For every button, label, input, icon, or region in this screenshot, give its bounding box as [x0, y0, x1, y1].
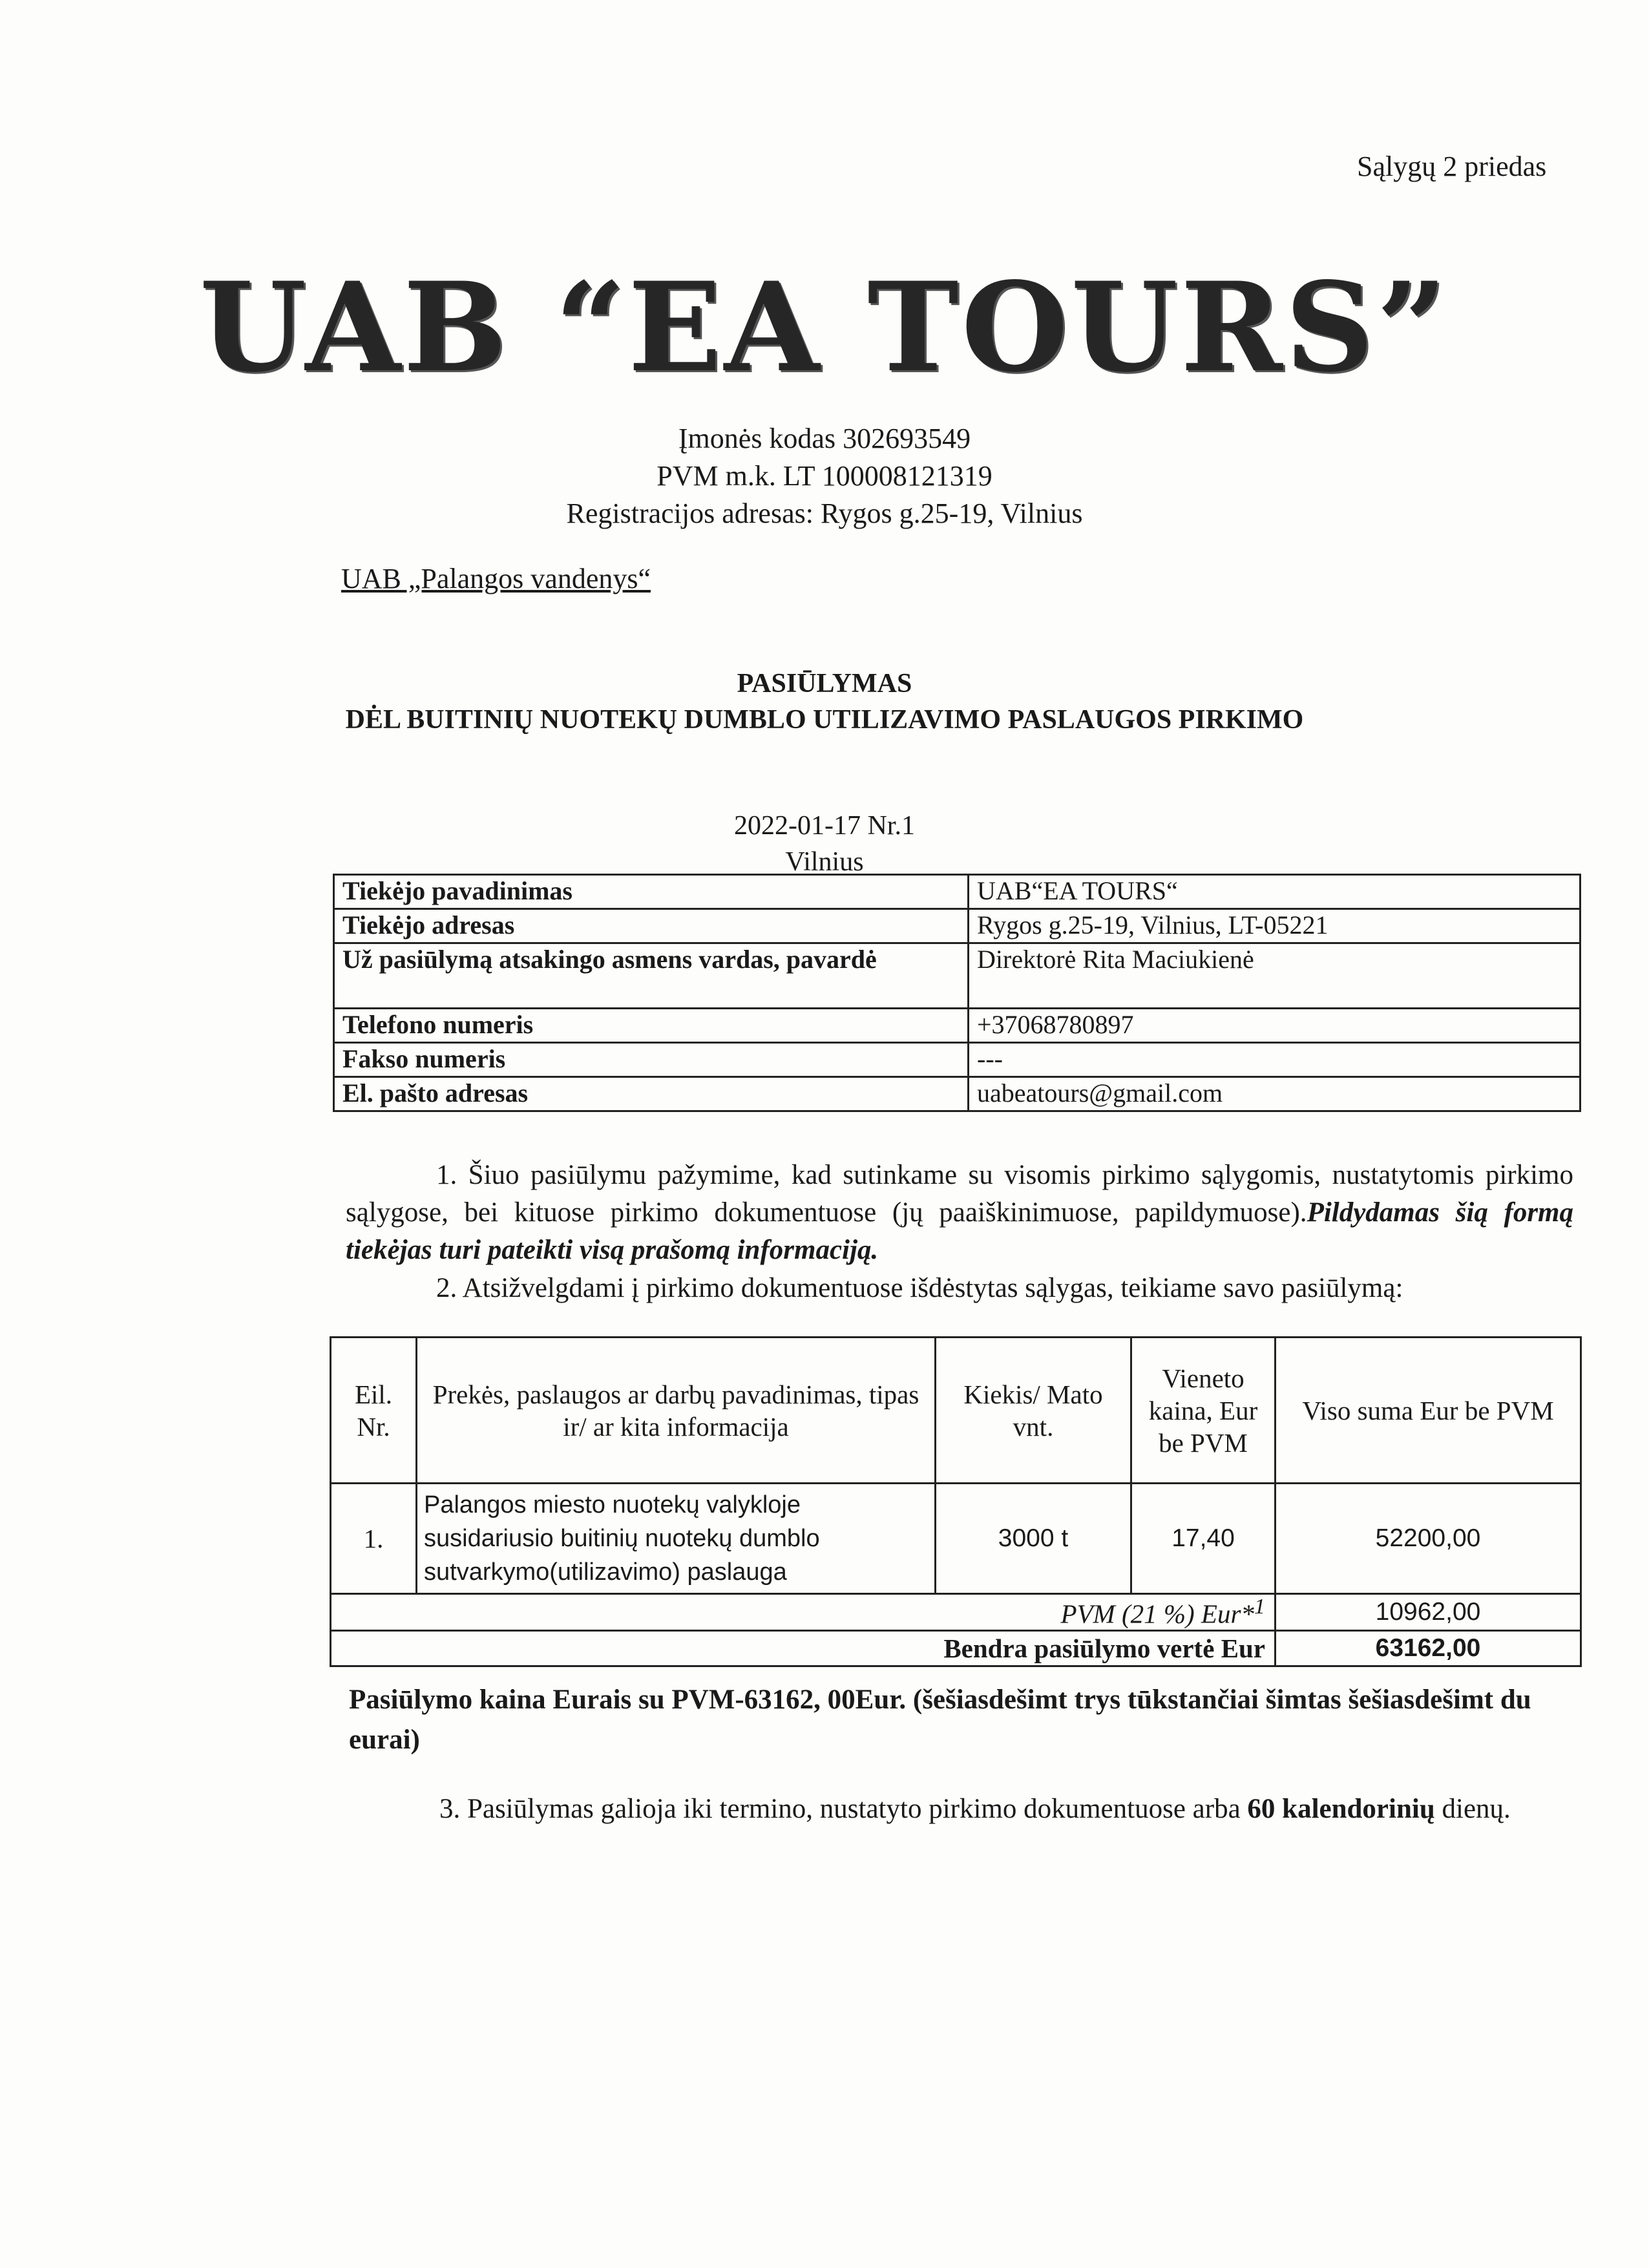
row-unit-price: 17,40 [1131, 1484, 1276, 1594]
document-title [0, 666, 1649, 738]
supplier-label: El. pašto adresas [334, 1077, 969, 1111]
vat-row [331, 1594, 1581, 1631]
row-no: 1. [331, 1484, 417, 1594]
paragraph-agreement-emphasis: Pildydamas šią formą tiekėjas turi pateikti visą prašomą informaciją. [346, 1197, 1574, 1265]
vat-value: 10962,00 [1276, 1594, 1581, 1631]
supplier-value: UAB“EA TOURS“ [969, 875, 1581, 909]
column-header-qty: Kiekis/ Mato vnt. [936, 1338, 1131, 1484]
column-header-unit-price: Vieneto kaina, Eur be PVM [1131, 1338, 1276, 1484]
row-item-name: Palangos miesto nuotekų valykloje susidariusio buitinių nuotekų dumblo sutvarkymo(utilizavimo) paslauga [417, 1484, 936, 1594]
supplier-label: Fakso numeris [334, 1043, 969, 1077]
supplier-value: uabeatours@gmail.com [969, 1077, 1581, 1111]
offer-table-header-row [331, 1338, 1581, 1484]
supplier-label: Tiekėjo adresas [334, 909, 969, 943]
title-line-2: DĖL BUITINIŲ NUOTEKŲ DUMBLO UTILIZAVIMO PASLAUGOS PIRKIMO [345, 705, 1304, 735]
grand-total-row [331, 1630, 1581, 1666]
column-header-name: Prekės, paslaugos ar darbų pavadinimas, tipas ir/ ar kita informacija [417, 1338, 936, 1484]
row-qty: 3000 t [936, 1484, 1131, 1594]
supplier-value: +37068780897 [969, 1009, 1581, 1043]
paragraph-offer-intro [346, 1270, 1573, 1307]
vat-footnote-mark: 1 [1254, 1595, 1265, 1619]
company-details [0, 420, 1649, 532]
paragraph-offer-intro-text: 2. Atsižvelgdami į pirkimo dokumentuose išdėstytas sąlygas, teikiame savo pasiūlymą: [436, 1273, 1403, 1303]
table-row [334, 943, 1581, 1009]
table-row [334, 1043, 1581, 1077]
paragraph-agreement-text: 1. Šiuo pasiūlymu pažymime, kad sutinkame su visomis pirkimo sąlygomis, nustatytomis pirkimo sąlygose, bei kituose pirkimo dokumentuose (jų paaiškinimuose, papildymuose). [346, 1160, 1573, 1228]
paragraph-agreement [346, 1157, 1573, 1269]
offer-table [330, 1336, 1582, 1667]
validity-days: 60 kalendorinių [1247, 1794, 1435, 1824]
table-row [331, 1484, 1581, 1594]
grand-total-label: Bendra pasiūlymo vertė Eur [331, 1630, 1276, 1666]
recipient: UAB „Palangos vandenys“ [341, 563, 651, 594]
supplier-label: Telefono numeris [334, 1009, 969, 1043]
supplier-info-table [333, 874, 1581, 1112]
company-logo: UAB “EA TOURS” [199, 255, 1450, 399]
table-row [334, 1009, 1581, 1043]
supplier-value: Rygos g.25-19, Vilnius, LT-05221 [969, 909, 1581, 943]
document-date-number: 2022-01-17 Nr.1 [734, 811, 915, 841]
validity-paragraph [349, 1790, 1577, 1829]
vat-code: PVM m.k. LT 100008121319 [656, 460, 993, 492]
row-total: 52200,00 [1276, 1484, 1581, 1594]
annex-label: Sąlygų 2 priedas [1357, 151, 1547, 182]
validity-text: 3. Pasiūlymas galioja iki termino, nustatyto pirkimo dokumentuose arba [439, 1794, 1241, 1824]
column-header-no: Eil. Nr. [331, 1338, 417, 1484]
column-header-total: Viso suma Eur be PVM [1276, 1338, 1581, 1484]
supplier-label: Už pasiūlymą atsakingo asmens vardas, pavardė [334, 943, 969, 1009]
supplier-value: Direktorė Rita Maciukienė [969, 943, 1581, 1009]
document-place: Vilnius [785, 847, 864, 877]
date-and-place [0, 808, 1649, 880]
validity-text-end: dienų. [1442, 1794, 1511, 1824]
supplier-label: Tiekėjo pavadinimas [334, 875, 969, 909]
title-line-1: PASIŪLYMAS [737, 669, 912, 698]
registration-address: Registracijos adresas: Rygos g.25-19, Vilnius [566, 498, 1083, 529]
company-code: Įmonės kodas 302693549 [678, 423, 971, 454]
table-row [334, 909, 1581, 943]
table-row [334, 875, 1581, 909]
grand-total-value: 63162,00 [1276, 1630, 1581, 1666]
vat-label [331, 1594, 1276, 1631]
supplier-value: --- [969, 1043, 1581, 1077]
price-in-words: Pasiūlymo kaina Eurais su PVM-63162, 00Eur. (šešiasdešimt trys tūkstančiai šimtas šešiasdešimt du eurai) [349, 1685, 1531, 1755]
table-row [334, 1077, 1581, 1111]
vat-label-text: PVM (21 %) Eur* [1060, 1599, 1254, 1629]
